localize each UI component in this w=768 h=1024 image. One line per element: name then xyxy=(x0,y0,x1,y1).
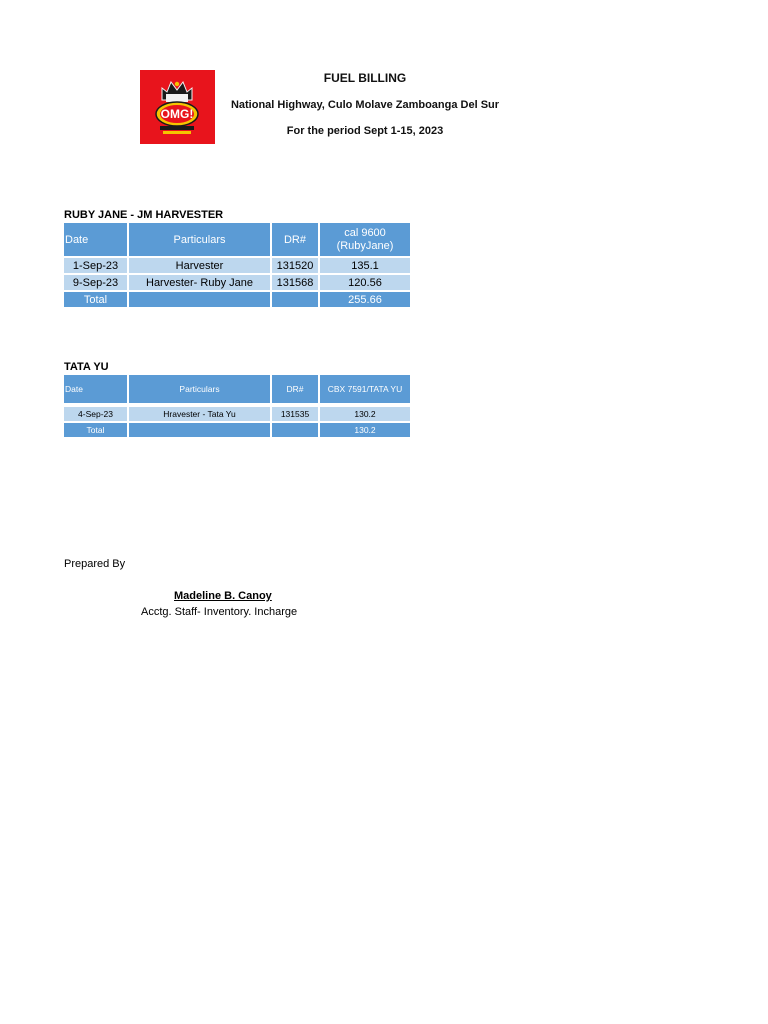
section-title-ruby-jane: RUBY JANE - JM HARVESTER xyxy=(64,209,224,221)
cell-dr: 131535 xyxy=(280,409,310,419)
svg-text:OMG!: OMG! xyxy=(160,107,194,121)
table-row xyxy=(64,407,410,421)
total-row xyxy=(64,423,410,437)
cell-date: 9-Sep-23 xyxy=(72,276,119,289)
preparer-name: Madeline B. Canoy xyxy=(174,590,272,602)
table-header-row xyxy=(64,375,410,403)
cell-date: 4-Sep-23 xyxy=(78,409,113,419)
col-header-particulars: Particulars xyxy=(129,223,270,256)
col-header-dr: DR# xyxy=(272,375,318,403)
total-empty-cell xyxy=(129,292,270,307)
table-row xyxy=(64,275,410,290)
company-address: National Highway, Culo Molave Zamboanga Del Sur xyxy=(230,99,500,111)
cell-dr: 131520 xyxy=(276,259,314,272)
total-value: 130.2 xyxy=(354,425,376,435)
billing-table-tata-yu xyxy=(62,373,412,439)
billing-table-ruby-jane xyxy=(62,221,412,309)
cell-amount: 135.1 xyxy=(351,259,379,272)
total-empty-cell xyxy=(272,292,318,307)
prepared-by-label: Prepared By xyxy=(64,558,126,570)
cell-particulars: Harvester- Ruby Jane xyxy=(146,276,253,289)
col-header-date: Date xyxy=(64,375,127,403)
cell-dr: 131568 xyxy=(276,276,314,289)
total-label: Total xyxy=(83,293,108,306)
section-title-tata-yu: TATA YU xyxy=(64,361,109,373)
total-label: Total xyxy=(86,425,105,435)
col-header-particulars: Particulars xyxy=(129,375,270,403)
col-header-date: Date xyxy=(64,223,127,256)
cell-date: 1-Sep-23 xyxy=(72,259,119,272)
total-empty-cell xyxy=(272,423,318,437)
col-header-dr: DR# xyxy=(272,223,318,256)
cell-particulars: Hravester - Tata Yu xyxy=(163,409,236,419)
total-value: 255.66 xyxy=(348,293,382,306)
total-empty-cell xyxy=(129,423,270,437)
page-title: FUEL BILLING xyxy=(323,71,407,85)
cell-amount: 120.56 xyxy=(348,276,382,289)
table-row xyxy=(64,258,410,273)
col-header-vehicle: cal 9600 (RubyJane) xyxy=(320,223,410,256)
total-row xyxy=(64,292,410,307)
cell-amount: 130.2 xyxy=(354,409,376,419)
table-header-row xyxy=(64,223,410,256)
preparer-role: Acctg. Staff- Inventory. Incharge xyxy=(141,606,298,618)
col-header-vehicle: CBX 7591/TATA YU xyxy=(320,375,410,403)
cell-particulars: Harvester xyxy=(175,259,224,272)
billing-period: For the period Sept 1-15, 2023 xyxy=(286,125,444,137)
